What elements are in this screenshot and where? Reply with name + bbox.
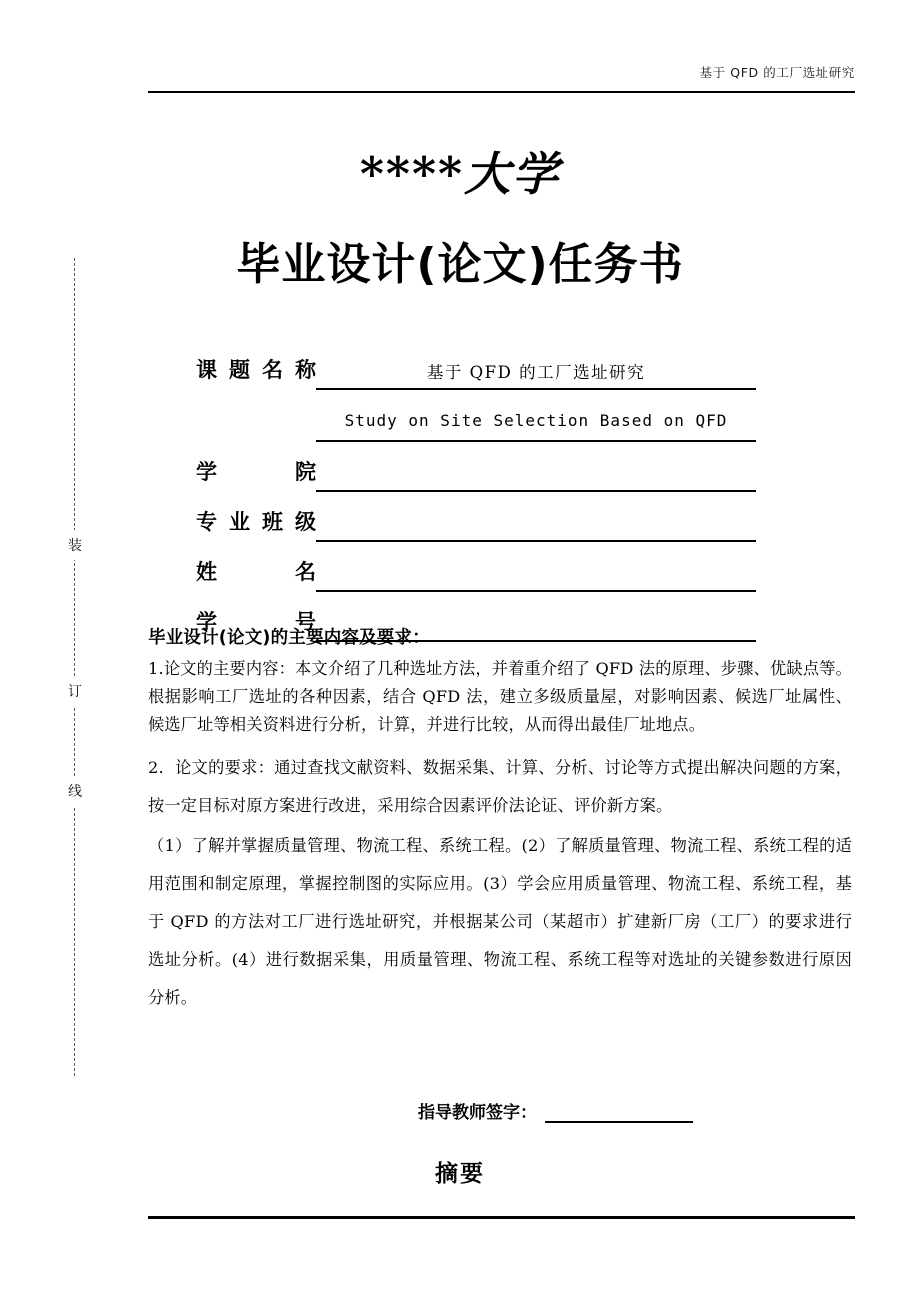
form-label-topic-title: 课题名称: [196, 358, 316, 382]
form-value-major-class[interactable]: [316, 511, 756, 542]
form-row-college: [196, 442, 756, 492]
binding-char-zhuang: 装: [62, 530, 88, 560]
advisor-signature-label: 指导教师签字：: [418, 1103, 537, 1123]
advisor-signature: [418, 1098, 693, 1123]
binding-char-xian: 线: [62, 776, 88, 806]
running-header-title: 基于 QFD 的工厂选址研究: [699, 65, 855, 80]
form-label-major-class: 专业班级: [196, 510, 316, 534]
binding-char-ding: 订: [62, 676, 88, 706]
form-value-topic-title-en[interactable]: Study on Site Selection Based on QFD: [316, 411, 756, 442]
advisor-signature-line[interactable]: [545, 1103, 693, 1123]
form-label-student-id: 学 号: [196, 610, 316, 634]
form-value-college[interactable]: [316, 461, 756, 492]
form-label-name: 姓 名: [196, 560, 316, 584]
abstract-title: 摘要: [435, 1161, 485, 1187]
university-name: ****大学: [359, 147, 561, 201]
requirements-paragraph-3: （1）了解并掌握质量管理、物流工程、系统工程。(2）了解质量管理、物流工程、系统工程的适用范围和制定原理，掌握控制图的实际应用。(3）学会应用质量管理、物流工程、系统工程，基于 QFD 的方法对工厂进行选址研究，并根据某公司（某超市）扩建新厂房（工厂）的要求进行选址分析。(4）进行数据采集，用质量管理、物流工程、系统工程等对选址的关键参数进行原因分析。: [148, 835, 852, 1007]
requirements-paragraph-2: 2．论文的要求：通过查找文献资料、数据采集、计算、分析、讨论等方式提出解决问题的方案，按一定目标对原方案进行改进，采用综合因素评价法论证、评价新方案。: [148, 757, 852, 815]
requirements-heading: 毕业设计(论文)的主要内容及要求：: [148, 628, 430, 648]
requirements-section: [148, 624, 852, 1019]
form-row-major-class: [196, 492, 756, 542]
form-value-topic-title-cn[interactable]: 基于 QFD 的工厂选址研究: [316, 359, 756, 390]
form-label-college: 学 院: [196, 460, 316, 484]
form-value-name[interactable]: [316, 561, 756, 592]
form-row-topic-title: [196, 340, 756, 390]
binding-dashed-line: [74, 258, 75, 1076]
form-row-topic-title-en: [196, 390, 756, 442]
binding-strip: [66, 258, 84, 1076]
requirements-paragraph-1: 1.论文的主要内容：本文介绍了几种选址方法，并着重介绍了 QFD 法的原理、步骤、优缺点等。根据影响工厂选址的各种因素，结合 QFD 法，建立多级质量屋，对影响因素、候选厂址属性、候选厂址等相关资料进行分析，计算，并进行比较，从而得出最佳厂址地点。: [148, 659, 852, 734]
task-form: [196, 340, 756, 642]
page-title: 毕业设计(论文)任务书: [236, 239, 684, 290]
footer-rule: [148, 1216, 855, 1219]
header-rule: [148, 91, 855, 93]
form-row-name: [196, 542, 756, 592]
